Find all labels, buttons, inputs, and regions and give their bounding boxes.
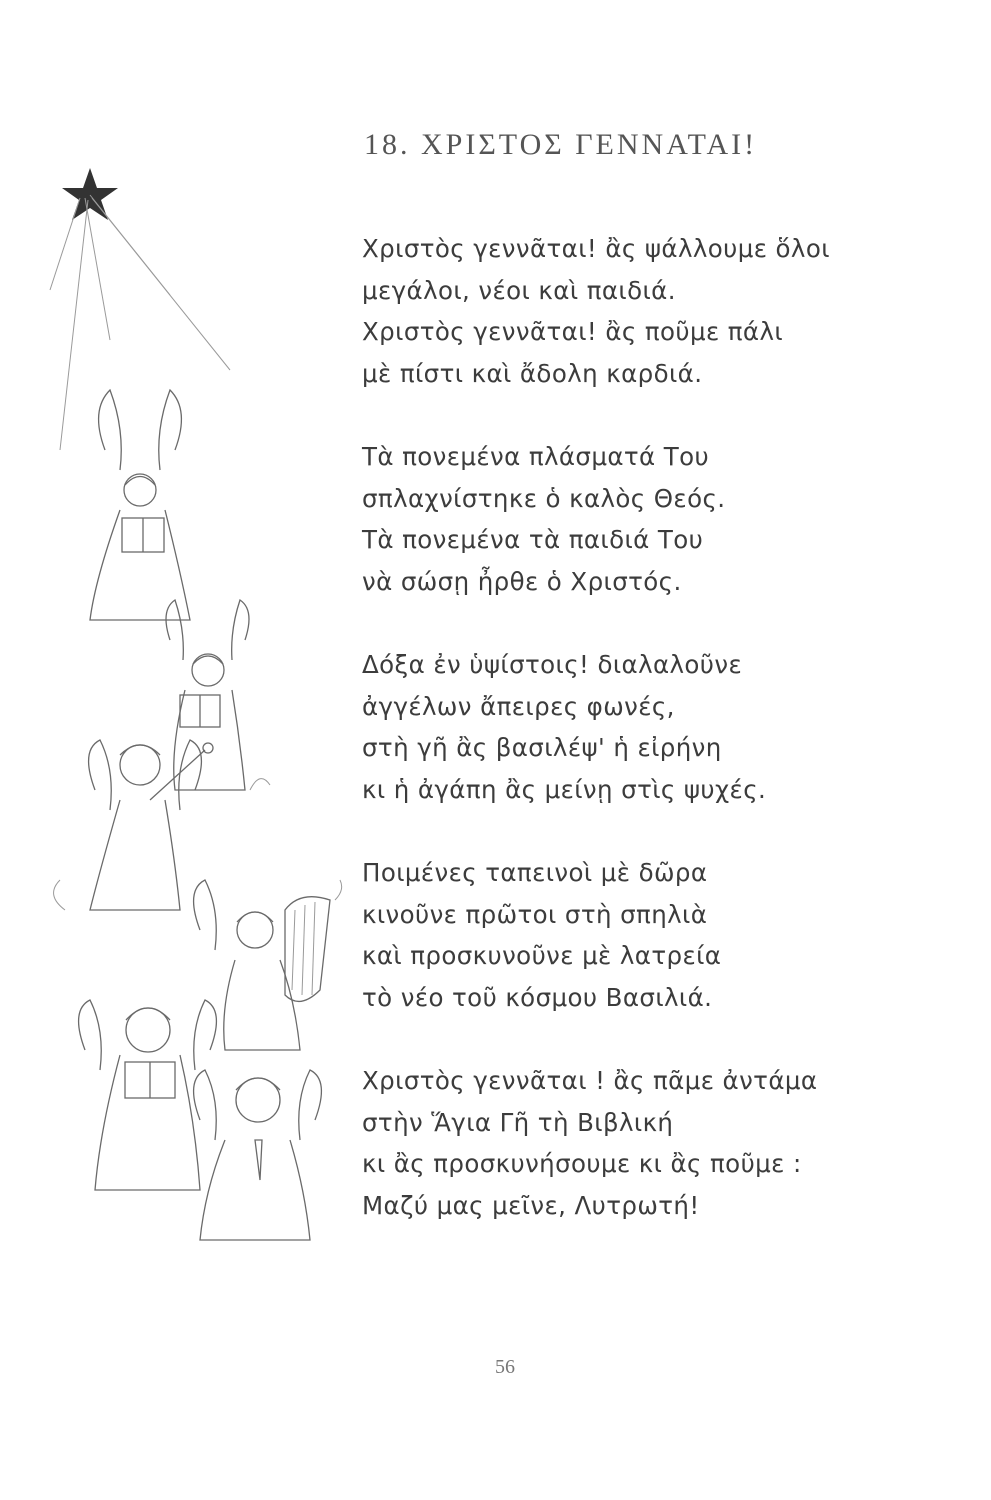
poem-line: στὴ γῆ ἂς βασιλέψ' ἡ εἰρήνη — [362, 733, 722, 762]
poem-line: κι ἡ ἀγάπη ἂς μείνῃ στὶς ψυχές. — [362, 774, 767, 804]
poem-line: Τὰ πονεμένα τὰ παιδιά Του — [362, 525, 704, 554]
angel-with-book-icon — [79, 1000, 217, 1190]
poem-line: τὸ νέο τοῦ κόσμου Βασιλιά. — [362, 982, 713, 1012]
poem-line: σπλαχνίστηκε ὁ καλὸς Θεός. — [362, 483, 726, 513]
angel-with-book-icon — [90, 390, 190, 620]
star-icon — [62, 168, 118, 220]
angel-with-flute-icon — [89, 740, 213, 910]
poem-line: μὲ πίστι καὶ ἄδολη καρδιά. — [362, 358, 703, 388]
stanza — [362, 228, 922, 394]
angels-illustration — [0, 150, 360, 1260]
poem-line: Ποιμένες ταπεινοὶ μὲ δῶρα — [362, 858, 708, 887]
poem — [362, 228, 922, 1268]
page-title: 18. ΧΡΙΣΤΟΣ ΓΕΝΝΑΤΑΙ! — [364, 128, 758, 161]
poem-line: Τὰ πονεμένα πλάσματά Του — [362, 442, 710, 471]
poem-line: Χριστὸς γεννᾶται! ἂς ποῦμε πάλι — [362, 317, 784, 346]
poem-line: ἀγγέλων ἄπειρες φωνές, — [362, 691, 675, 721]
poem-line: μεγάλοι, νέοι καὶ παιδιά. — [362, 275, 676, 305]
angel-with-harp-icon — [194, 880, 330, 1050]
poem-line: κινοῦνε πρῶτοι στὴ σπηλιὰ — [362, 899, 708, 929]
stanza — [362, 1060, 922, 1226]
poem-line: Χριστὸς γεννᾶται! ἂς ψάλλουμε ὅλοι — [362, 234, 830, 263]
stanza — [362, 644, 922, 810]
poem-line: Χριστὸς γεννᾶται ! ἂς πᾶμε ἀντάμα — [362, 1066, 818, 1095]
star-and-angels-icon — [0, 150, 360, 1260]
poem-line: στὴν Ἅγια Γῆ τὴ Βιβλική — [362, 1107, 674, 1137]
angel-praying-icon — [194, 1070, 322, 1240]
poem-line: Δόξα ἐν ὑψίστοις! διαλαλοῦνε — [362, 650, 743, 679]
poem-line: νὰ σώσῃ ἦρθε ὁ Χριστός. — [362, 566, 682, 596]
stanza — [362, 852, 922, 1018]
poem-line: Μαζύ μας μεῖνε, Λυτρωτή! — [362, 1190, 700, 1220]
poem-line: καὶ προσκυνοῦνε μὲ λατρεία — [362, 941, 722, 970]
poem-line: κι ἂς προσκυνήσουμε κι ἂς ποῦμε : — [362, 1149, 802, 1178]
page-number: 56 — [495, 1356, 515, 1378]
angel-with-book-icon — [166, 600, 249, 790]
stanza — [362, 436, 922, 602]
